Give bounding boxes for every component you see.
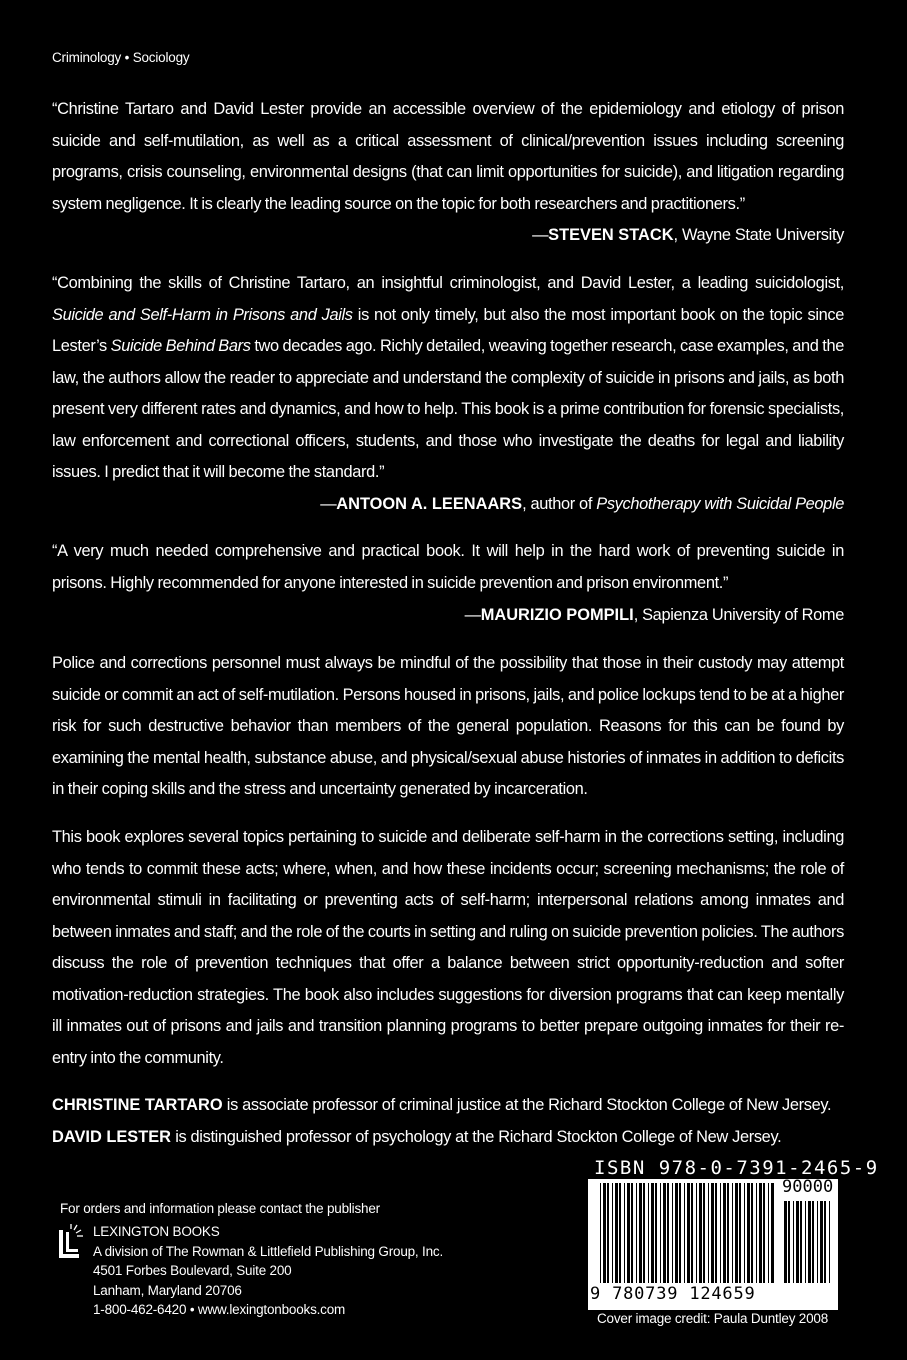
barcode-bar — [711, 1183, 714, 1283]
barcode-bar — [672, 1183, 673, 1283]
author-bio-tartaro: CHRISTINE TARTARO is associate professor of criminal justice at the Richard Stockton College of New Jersey. — [52, 1096, 832, 1114]
barcode-bar — [648, 1183, 649, 1283]
barcode-bar — [631, 1183, 633, 1283]
barcode-bar — [679, 1183, 681, 1283]
publisher-contact: 1-800-462-6420 • www.lexingtonbooks.com — [93, 1302, 346, 1317]
ean-digits: 9 780739 124659 — [590, 1284, 756, 1304]
quote-attribution-pompili: —MAURIZIO POMPILI, Sapienza University of Rome — [464, 606, 844, 624]
quote-stack: “Christine Tartaro and David Lester provide an accessible overview of the epidemiology and etiology of prison suicide and self-mutilation, as well as a critical assessment of clinical/prevention issues including screening programs, crisis counseling, environmental designs (that can limit opportunities for suicide), and litigation regarding system negligence. It is clearly the leading source on the topic for both researchers and practitioners.” — [52, 100, 844, 213]
barcode-bar — [651, 1183, 654, 1283]
barcode-bar — [636, 1183, 637, 1283]
barcode-bar — [603, 1183, 606, 1283]
cover-image-credit: Cover image credit: Paula Duntley 2008 — [597, 1311, 829, 1326]
barcode-bar — [763, 1183, 765, 1283]
barcode-bar — [784, 1201, 787, 1283]
barcode-bar — [684, 1183, 685, 1283]
description-paragraph-1: Police and corrections personnel must always be mindful of the possibility that those in their custody may attempt suicide or commit an act of self-mutilation. Persons housed in prisons, jails, and police lockups tend to be at a higher risk for such destructive behavior than members of the general population. Reasons for this can be found by examining the mental health, substance abuse, and physical/sexual abuse histories of inmates in addition to deficits in their coping skills and the stress and uncertainty generated by incarceration. — [52, 654, 844, 798]
barcode-bar — [756, 1183, 757, 1283]
author-bio-lester: DAVID LESTER is distinguished professor of psychology at the Richard Stockton College of New Jersey. — [52, 1128, 782, 1146]
barcode-bar — [829, 1201, 830, 1283]
publisher-address-line-1: 4501 Forbes Boulevard, Suite 200 — [93, 1263, 292, 1278]
barcode-bar — [643, 1183, 645, 1283]
barcode-bar — [612, 1183, 613, 1283]
barcode-bar — [687, 1183, 690, 1283]
publisher-division: A division of The Rowman & Littlefield Publishing Group, Inc. — [93, 1243, 443, 1259]
barcode-bar — [732, 1183, 733, 1283]
barcode-bar — [715, 1183, 717, 1283]
barcode-bar — [751, 1183, 753, 1283]
barcode-bar — [639, 1183, 642, 1283]
barcode-bar — [788, 1201, 790, 1283]
barcode-bar — [627, 1183, 630, 1283]
barcode-bar — [771, 1183, 774, 1283]
price-code: 90000 — [782, 1177, 834, 1197]
barcode-bar — [744, 1183, 745, 1283]
barcode-bar — [768, 1183, 769, 1283]
barcode-bar — [824, 1201, 826, 1283]
barcode-bar — [812, 1201, 814, 1283]
barcode-bar — [699, 1183, 702, 1283]
barcode-bar — [624, 1183, 625, 1283]
barcode-bar — [615, 1183, 618, 1283]
publisher-name: LEXINGTON BOOKS — [93, 1224, 220, 1239]
barcode-bar — [720, 1183, 721, 1283]
barcode-bar — [660, 1183, 661, 1283]
barcode-bar — [600, 1183, 601, 1283]
barcode-bar — [800, 1201, 802, 1283]
barcode-bar — [703, 1183, 705, 1283]
isbn-number: ISBN 978-0-7391-2465-9 — [594, 1157, 879, 1179]
barcode-bar — [655, 1183, 657, 1283]
barcode-bar — [696, 1183, 697, 1283]
barcode-bar — [739, 1183, 741, 1283]
publisher-address-line-2: Lanham, Maryland 20706 — [93, 1282, 242, 1298]
category-label: Criminology • Sociology — [52, 50, 190, 65]
barcode-bar — [817, 1201, 818, 1283]
barcode-bar — [675, 1183, 678, 1283]
barcode-bar — [747, 1183, 750, 1283]
barcode-bar — [793, 1201, 794, 1283]
quote-leenaars: “Combining the skills of Christine Tartaro, an insightful criminologist, and David Lester, a leading suicidologist, Suicide and Self-Harm in Prisons and Jails is not only timely, but also the most important book on the topic since Lester’s Suicide Behind Bars two decades ago. Richly detailed, weaving together research, case examples, and the law, the authors allow the reader to appreciate and understand the complexity of suicide in prisons and jails, as both present very different rates and dynamics, and how to help. This book is a prime contribution for forensic specialists, law enforcement and correctional officers, students, and those who investigate the deaths for legal and liability issues. I predict that it will become the standard.” — [52, 274, 845, 481]
barcode-bar — [759, 1183, 762, 1283]
barcode-bar — [691, 1183, 693, 1283]
lexington-books-logo-icon — [57, 1224, 85, 1260]
barcode-bar — [820, 1201, 823, 1283]
quote-attribution-leenaars: —ANTOON A. LEENAARS, author of Psychotherapy with Suicidal People — [320, 495, 844, 513]
barcode-bar — [607, 1183, 609, 1283]
barcode-bar — [667, 1183, 669, 1283]
orders-note: For orders and information please contact the publisher — [60, 1201, 380, 1216]
barcode-bar — [727, 1183, 729, 1283]
barcode-bar — [619, 1183, 621, 1283]
barcode-bar — [663, 1183, 666, 1283]
publisher-block — [93, 1222, 443, 1320]
quote-pompili: “A very much needed comprehensive and practical book. It will help in the hard work of preventing suicide in prisons. Highly recommended for anyone interested in suicide prevention and prison environment.” — [52, 542, 844, 592]
barcode-bar — [708, 1183, 709, 1283]
barcode-bar — [805, 1201, 806, 1283]
barcode-bar — [723, 1183, 726, 1283]
quote-attribution-stack: —STEVEN STACK, Wayne State University — [532, 226, 844, 244]
barcode-bar — [735, 1183, 738, 1283]
barcode-bar — [796, 1201, 799, 1283]
description-paragraph-2: This book explores several topics pertaining to suicide and deliberate self-harm in the corrections setting, including who tends to commit these acts; where, when, and how these incidents occur; screening mechanisms; the role of environmental stimuli in facilitating or preventing acts of self-harm; interpersonal relations among inmates and between inmates and staff; and the role of the courts in setting and ruling on suicide prevention policies. The authors discuss the role of prevention techniques that offer a balance between strict opportunity-reduction and softer motivation-reduction strategies. The book also includes suggestions for diversion programs that can keep mentally ill inmates out of prisons and jails and transition planning programs to better prepare outgoing inmates for their re-entry into the community. — [52, 828, 844, 1067]
barcode-bar — [808, 1201, 811, 1283]
